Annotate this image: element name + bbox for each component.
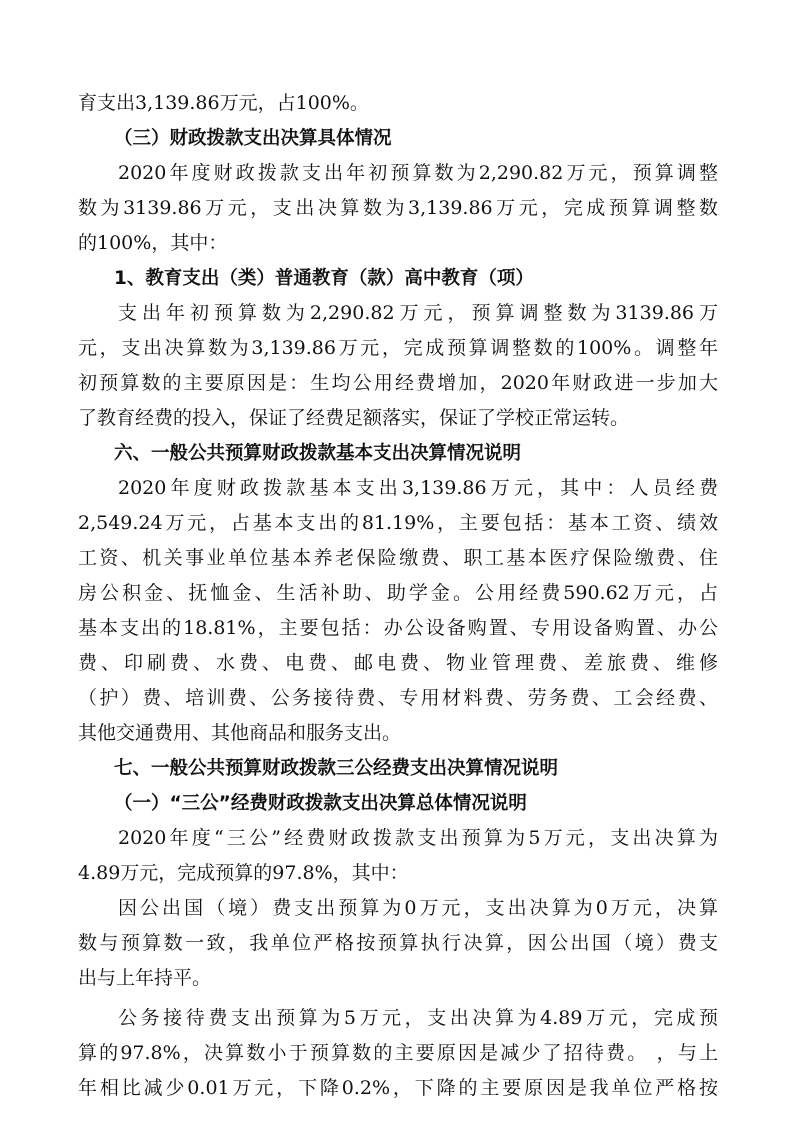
section-heading: 1、教育支出（类）普通教育（款）高中教育（项） (114, 268, 534, 289)
section-heading: （一）“三公”经费财政拨款支出决算总体情况说明 (114, 793, 527, 814)
body-line: 数与预算数一致，我单位严格按预算执行决算，因公出国（境）费支 (78, 932, 718, 954)
body-line: 工资、机关事业单位基本养老保险缴费、职工基本医疗保险缴费、住 (78, 547, 718, 569)
body-line: 的100%，其中： (78, 232, 228, 254)
body-line: 出与上年持平。 (78, 967, 212, 989)
body-line: 其他交通费用、其他商品和服务支出。 (78, 722, 402, 744)
document-page (78, 86, 718, 1106)
body-line: 元，支出决算数为3,139.86万元，完成预算调整数的100%。调整年 (78, 337, 718, 359)
body-line: 年相比减少0.01万元，下降0.2%，下降的主要原因是我单位严格按 (78, 1077, 718, 1099)
body-line: 2020年度“三公”经费财政拨款支出预算为5万元，支出决算为 (118, 827, 718, 849)
body-line: 基本支出的18.81%，主要包括：办公设备购置、专用设备购置、办公 (78, 617, 718, 639)
body-line: 房公积金、抚恤金、生活补助、助学金。公用经费590.62万元，占 (78, 582, 718, 604)
body-line: 公务接待费支出预算为5万元，支出决算为4.89万元，完成预 (118, 1007, 718, 1029)
body-line: 育支出3,139.86万元，占100%。 (78, 92, 369, 114)
section-heading: 七、一般公共预算财政拨款三公经费支出决算情况说明 (114, 758, 559, 779)
body-line: 2020年度财政拨款基本支出3,139.86万元，其中：人员经费 (118, 477, 718, 499)
body-line: 支出年初预算数为2,290.82万元，预算调整数为3139.86万 (118, 302, 718, 324)
body-line: 数为3139.86万元，支出决算数为3,139.86万元，完成预算调整数 (78, 197, 718, 219)
body-line: 算的97.8%，决算数小于预算数的主要原因是减少了招待费。 ，与上 (78, 1042, 718, 1064)
body-line: （护）费、培训费、公务接待费、专用材料费、劳务费、工会经费、 (78, 687, 718, 709)
body-line: 2,549.24万元，占基本支出的81.19%，主要包括：基本工资、绩效 (78, 512, 718, 534)
body-line: 2020年度财政拨款支出年初预算数为2,290.82万元，预算调整 (118, 162, 718, 184)
body-line: 4.89万元，完成预算的97.8%，其中： (78, 862, 409, 884)
section-heading: 六、一般公共预算财政拨款基本支出决算情况说明 (114, 443, 522, 464)
section-heading: （三）财政拨款支出决算具体情况 (114, 128, 392, 149)
body-line: 因公出国（境）费支出预算为0万元，支出决算为0万元，决算 (118, 897, 718, 919)
body-line: 了教育经费的投入，保证了经费足额落实，保证了学校正常运转。 (78, 407, 630, 429)
body-line: 费、印刷费、水费、电费、邮电费、物业管理费、差旅费、维修 (78, 652, 718, 674)
body-line: 初预算数的主要原因是：生均公用经费增加，2020年财政进一步加大 (78, 372, 718, 394)
